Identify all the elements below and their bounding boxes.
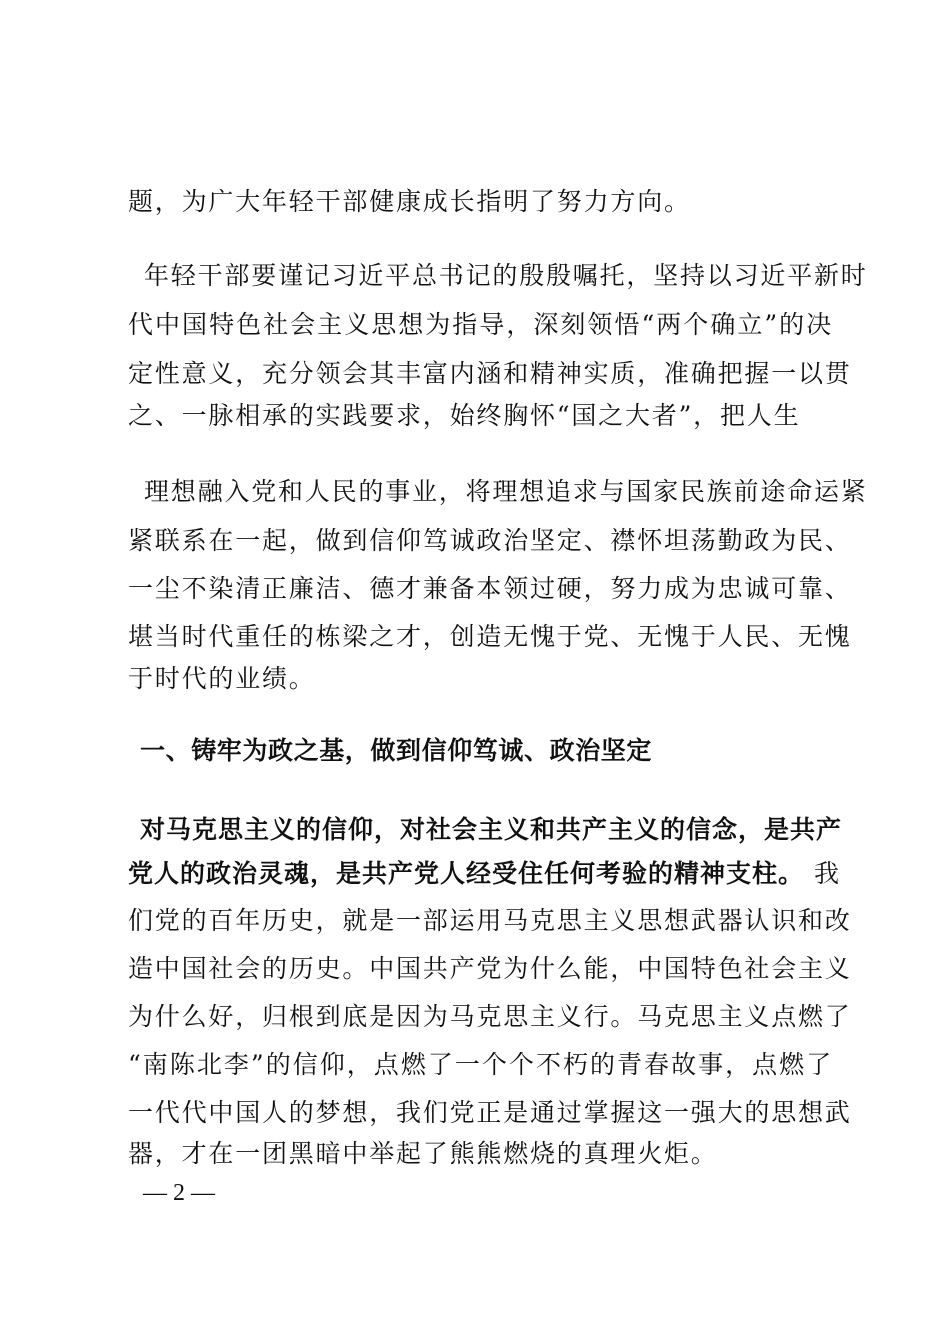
paragraph-line: 堪当时代重任的栋梁之才，创造无愧于党、无愧于人民、无愧 [128, 622, 852, 651]
paragraph-line: 器，才在一团黑暗中举起了熊熊燃烧的真理火炬。 [128, 1139, 718, 1168]
paragraph-line: 之、一脉相承的实践要求，始终胸怀“国之大者”，把人生 [128, 401, 801, 430]
regular-text: 我 [814, 859, 840, 888]
paragraph-line: 于时代的业绩。 [128, 664, 316, 693]
paragraph-line: 造中国社会的历史。中国共产党为什么能，中国特色社会主义 [128, 954, 852, 983]
paragraph-line: 一尘不染清正廉洁、德才兼备本领过硬，努力成为忠诚可靠、 [128, 574, 852, 603]
paragraph-line: 代中国特色社会主义思想为指导，深刻领悟“两个确立”的决 [128, 310, 833, 339]
paragraph-line: 题，为广大年轻干部健康成长指明了努力方向。 [128, 187, 691, 216]
paragraph-line: 定性意义，充分领会其丰富内涵和精神实质，准确把握一以贯 [128, 359, 852, 388]
paragraph-line-bold: 对马克思主义的信仰，对社会主义和共产主义的信念，是共产 [140, 815, 843, 844]
paragraph-line: 们党的百年历史，就是一部运用马克思主义思想武器认识和改 [128, 906, 852, 935]
paragraph-line: 紧联系在一起，做到信仰笃诚政治坚定、襟怀坦荡勤政为民、 [128, 526, 852, 555]
bold-text: 党人的政治灵魂，是共产党人经受住任何考验的精神支柱。 [128, 859, 805, 888]
page-number: — 2 — [143, 1180, 215, 1206]
paragraph-line [128, 856, 840, 892]
paragraph-line: 一代代中国人的梦想，我们党正是通过掌握这一强大的思想武 [128, 1098, 852, 1127]
paragraph-line: “南陈北李”的信仰，点燃了一个个不朽的青春故事，点燃了 [128, 1050, 833, 1079]
section-heading: 一、铸牢为政之基，做到信仰笃诚、政治坚定 [140, 736, 653, 765]
paragraph-line: 理想融入党和人民的事业，将理想追求与国家民族前途命运紧 [144, 477, 868, 506]
paragraph-line: 年轻干部要谨记习近平总书记的殷殷嘱托，坚持以习近平新时 [144, 261, 868, 290]
paragraph-line: 为什么好，归根到底是因为马克思主义行。马克思主义点燃了 [128, 1002, 852, 1031]
